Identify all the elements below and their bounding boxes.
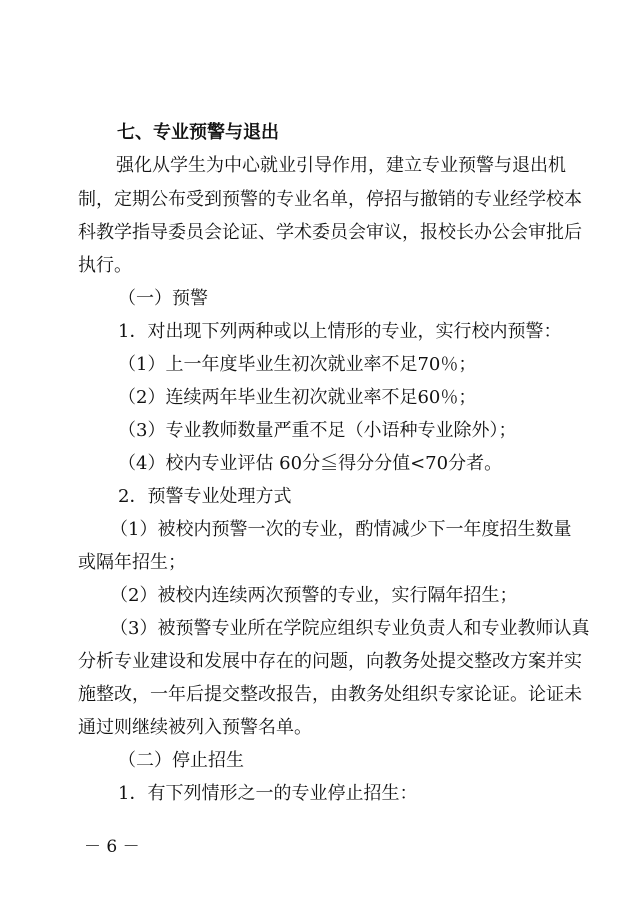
intro-line-3: 科教学指导委员会论证、学术委员会审议，报校长办公会审批后	[78, 222, 582, 243]
page-number: － 6 －	[84, 837, 140, 857]
intro-line-1: 强化从学生为中心就业引导作用，建立专业预警与退出机	[116, 155, 566, 176]
measure-3-line-3: 施整改，一年后提交整改报告，由教务处组织专家论证。论证未	[78, 684, 582, 705]
warning-condition-2: （2）连续两年毕业生初次就业率不足60％；	[118, 387, 477, 408]
warning-condition-3: （3）专业教师数量严重不足（小语种专业除外）；	[118, 420, 517, 441]
warning-item-2: 2．预警专业处理方式	[118, 486, 292, 507]
measure-1-line-2: 或隔年招生；	[78, 552, 186, 573]
intro-line-4: 执行。	[78, 255, 132, 276]
measure-2: （2）被校内连续两次预警的专业，实行隔年招生；	[110, 585, 518, 606]
measure-1-line-1: （1）被校内预警一次的专业，酌情减少下一年度招生数量	[110, 519, 572, 540]
warning-condition-4: （4）校内专业评估 60分≦得分分值<70分者。	[118, 453, 503, 474]
measure-3-line-1: （3）被预警专业所在学院应组织专业负责人和专业教师认真	[110, 618, 590, 639]
section-title: 七、专业预警与退出	[117, 122, 279, 143]
stop-item-1: 1．有下列情形之一的专业停止招生：	[118, 783, 418, 804]
intro-line-2: 制，定期公布受到预警的专业名单，停招与撤销的专业经学校本	[78, 189, 582, 210]
warning-condition-1: （1）上一年度毕业生初次就业率不足70％；	[118, 354, 477, 375]
measure-3-line-2: 分析专业建设和发展中存在的问题，向教务处提交整改方案并实	[78, 651, 582, 672]
stop-heading: （二）停止招生	[118, 750, 244, 771]
measure-3-line-4: 通过则继续被列入预警名单。	[78, 717, 312, 738]
warning-heading: （一）预警	[118, 288, 208, 309]
warning-item-1: 1．对出现下列两种或以上情形的专业，实行校内预警：	[118, 321, 562, 342]
